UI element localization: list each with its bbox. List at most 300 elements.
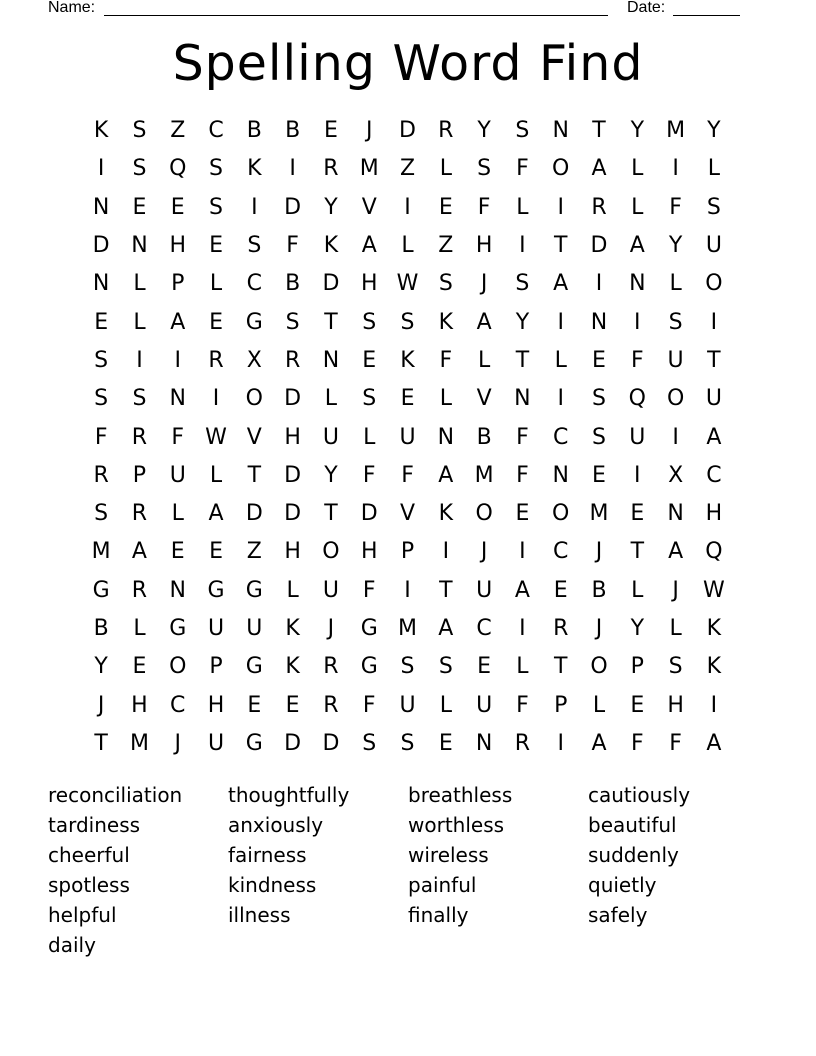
grid-letter: N [92, 271, 110, 297]
grid-letter: U [207, 730, 225, 756]
grid-letter: K [706, 654, 722, 680]
grid-letter: H [207, 692, 225, 718]
grid-letter: S [94, 386, 109, 412]
grid-letter: L [669, 616, 682, 641]
grid-letter: F [362, 577, 376, 603]
grid-letter: U [399, 424, 416, 450]
grid-letter: J [480, 539, 488, 565]
grid-letter: R [93, 462, 109, 488]
grid-letter: O [666, 386, 685, 412]
grid-letter: O [552, 501, 570, 527]
grid-letter: L [631, 194, 644, 220]
grid-letter: E [592, 347, 606, 373]
grid-letter: T [553, 654, 568, 680]
grid-letter: H [705, 501, 723, 527]
word-bank-item: quietly [588, 873, 657, 897]
grid-letter: F [401, 462, 414, 488]
grid-letter: I [442, 539, 450, 565]
word-bank-item: thoughtfully [228, 783, 350, 807]
grid-letter: H [360, 539, 378, 565]
grid-letter: D [284, 462, 302, 488]
grid-letter: E [285, 692, 300, 718]
grid-letter: E [94, 309, 109, 335]
grid-letter: E [438, 194, 453, 220]
grid-letter: K [706, 616, 722, 641]
grid-letter: P [209, 654, 223, 680]
grid-letter: U [476, 692, 493, 718]
word-bank-item: anxiously [228, 813, 324, 837]
grid-letter: P [171, 271, 185, 297]
grid-letter: B [93, 616, 109, 641]
grid-letter: M [589, 501, 609, 527]
grid-letter: A [706, 730, 722, 756]
word-bank-item: worthless [408, 813, 505, 837]
grid-letter: C [170, 692, 186, 718]
grid-letter: R [323, 692, 339, 718]
grid-letter: E [132, 654, 147, 680]
grid-letter: S [362, 386, 377, 412]
grid-letter: W [205, 424, 227, 450]
grid-letter: D [245, 501, 263, 527]
grid-letter: B [476, 424, 492, 450]
grid-letter: L [669, 271, 682, 297]
grid-letter: J [97, 692, 105, 718]
grid-letter: I [251, 194, 258, 220]
grid-letter: A [553, 271, 569, 297]
grid-letter: C [553, 539, 569, 565]
grid-letter: F [439, 347, 453, 373]
grid-letter: B [285, 271, 301, 297]
grid-letter: L [516, 194, 529, 220]
grid-letter: I [557, 730, 564, 756]
grid-letter: R [208, 347, 224, 373]
grid-letter: M [359, 156, 379, 182]
grid-letter: L [631, 577, 644, 603]
grid-letter: L [516, 654, 529, 680]
grid-letter: I [136, 347, 143, 373]
grid-letter: M [666, 118, 686, 144]
grid-letter: A [361, 233, 377, 259]
grid-letter: S [400, 654, 415, 680]
grid-letter: F [477, 194, 491, 220]
grid-letter: L [363, 424, 376, 450]
grid-letter: N [514, 386, 531, 412]
grid-letter: O [322, 539, 340, 565]
grid-letter: S [132, 118, 147, 144]
grid-letter: Y [707, 118, 721, 144]
grid-letter: N [169, 386, 186, 412]
word-bank-item: cautiously [588, 783, 691, 807]
grid-letter: E [630, 501, 645, 527]
grid-letter: T [553, 233, 568, 259]
grid-letter: R [131, 424, 148, 450]
grid-letter: K [285, 654, 300, 680]
grid-letter: V [399, 501, 416, 527]
grid-letter: O [245, 386, 263, 412]
grid-letter: E [553, 577, 568, 603]
grid-letter: G [360, 616, 378, 641]
grid-letter: J [365, 118, 373, 144]
grid-letter: U [705, 386, 722, 412]
grid-letter: K [400, 347, 415, 373]
grid-letter: I [595, 271, 603, 297]
grid-letter: U [322, 424, 339, 450]
grid-letter: L [554, 347, 567, 373]
grid-letter: I [557, 309, 564, 335]
grid-letter: S [668, 654, 683, 680]
grid-letter: D [284, 386, 302, 412]
grid-letter: U [207, 616, 225, 641]
word-bank [48, 780, 768, 960]
grid-letter: E [515, 501, 530, 527]
grid-letter: S [132, 386, 147, 412]
grid-letter: I [557, 386, 564, 412]
grid-letter: W [396, 271, 419, 297]
grid-letter: A [706, 424, 722, 450]
grid-letter: L [209, 462, 223, 488]
grid-letter: R [323, 156, 339, 182]
grid-letter: S [362, 309, 377, 335]
grid-letter: M [398, 616, 418, 641]
word-bank-item: reconciliation [48, 783, 183, 807]
word-bank-item: helpful [48, 903, 117, 927]
grid-letter: D [284, 501, 302, 527]
word-bank-item: fairness [228, 843, 307, 867]
grid-letter: T [439, 577, 453, 603]
grid-letter: U [705, 233, 722, 259]
grid-letter: B [591, 577, 607, 603]
grid-letter: Y [668, 233, 683, 259]
grid-letter: K [438, 309, 454, 335]
grid-letter: U [667, 347, 684, 373]
grid-letter: I [212, 386, 220, 412]
grid-letter: N [322, 347, 340, 373]
grid-letter: E [592, 462, 606, 488]
grid-letter: X [246, 347, 262, 373]
grid-letter: E [209, 539, 223, 565]
grid-letter: V [476, 386, 492, 412]
grid-letter: I [97, 156, 105, 182]
grid-letter: R [284, 347, 301, 373]
grid-letter: L [133, 616, 146, 641]
grid-letter: P [554, 692, 568, 718]
grid-letter: N [169, 577, 186, 603]
word-bank-item: painful [408, 873, 477, 897]
grid-letter: U [629, 424, 646, 450]
grid-letter: U [476, 577, 493, 603]
grid-letter: G [245, 577, 263, 603]
grid-letter: H [131, 692, 148, 718]
grid-letter: J [595, 616, 603, 641]
grid-letter: L [209, 271, 223, 297]
grid-letter: E [362, 347, 377, 373]
grid-letter: D [360, 501, 378, 527]
grid-letter: I [634, 462, 641, 488]
word-bank-item: wireless [408, 843, 489, 867]
grid-letter: E [630, 692, 645, 718]
grid-letter: S [706, 194, 721, 220]
word-bank-item: breathless [408, 783, 513, 807]
date-blank-line[interactable] [673, 15, 740, 16]
grid-letter: P [400, 539, 415, 565]
grid-letter: D [322, 271, 340, 297]
grid-letter: C [208, 118, 224, 144]
grid-letter: G [169, 616, 187, 641]
grid-letter: E [170, 539, 185, 565]
name-label: Name: [48, 0, 96, 16]
grid-letter: A [591, 730, 607, 756]
grid-letter: V [246, 424, 262, 450]
grid-letter: I [672, 424, 679, 450]
grid-letter: F [516, 462, 529, 488]
grid-letter: M [129, 730, 149, 756]
grid-letter: L [171, 501, 184, 527]
grid-letter: F [516, 424, 529, 450]
grid-letter: N [667, 501, 684, 527]
grid-letter: E [170, 194, 185, 220]
grid-letter: G [207, 577, 225, 603]
grid-letter: O [590, 654, 608, 680]
grid-letter: Z [170, 118, 186, 144]
grid-letter: K [247, 156, 262, 182]
grid-letter: S [400, 730, 415, 756]
grid-letter: S [668, 309, 683, 335]
grid-letter: J [672, 577, 679, 603]
grid-letter: Z [246, 539, 262, 565]
grid-letter: A [591, 156, 607, 182]
grid-letter: J [327, 616, 335, 641]
grid-letter: N [92, 194, 110, 220]
grid-letter: D [399, 118, 416, 144]
grid-letter: V [361, 194, 377, 220]
grid-letter: A [208, 501, 224, 527]
grid-letter: N [131, 233, 148, 259]
grid-letter: L [401, 233, 414, 259]
grid-letter: S [94, 501, 109, 527]
grid-letter: E [323, 118, 338, 144]
grid-letter: E [209, 309, 223, 335]
name-blank-line[interactable] [104, 15, 608, 16]
grid-letter: H [284, 424, 301, 450]
grid-letter: D [284, 730, 302, 756]
word-bank-item: suddenly [588, 843, 679, 867]
grid-letter: R [438, 118, 454, 144]
grid-letter: C [553, 424, 569, 450]
grid-letter: C [476, 616, 492, 641]
grid-letter: F [286, 233, 299, 259]
grid-letter: N [552, 118, 569, 144]
grid-letter: T [515, 347, 530, 373]
grid-letter: N [590, 309, 608, 335]
grid-letter: B [246, 118, 262, 144]
grid-letter: N [437, 424, 455, 450]
grid-letter: I [634, 309, 641, 335]
grid-letter: J [174, 730, 181, 756]
grid-letter: S [438, 654, 453, 680]
grid-letter: D [92, 233, 110, 259]
grid-letter: I [404, 194, 411, 220]
grid-letter: I [710, 692, 718, 718]
grid-letter: Y [630, 616, 645, 641]
grid-letter: A [629, 233, 645, 259]
grid-letter: S [477, 156, 492, 182]
date-label: Date: [627, 0, 666, 16]
grid-letter: U [322, 577, 339, 603]
grid-letter: I [404, 577, 411, 603]
worksheet-header [0, 0, 816, 20]
grid-letter: L [477, 347, 491, 373]
grid-letter: I [519, 539, 526, 565]
grid-letter: R [131, 501, 148, 527]
grid-letter: L [439, 156, 452, 182]
grid-letter: E [438, 730, 453, 756]
grid-letter: T [592, 118, 606, 144]
grid-letter: T [630, 539, 645, 565]
grid-letter: H [169, 233, 187, 259]
grid-letter: R [131, 577, 148, 603]
grid-letter: F [630, 730, 644, 756]
grid-letter: L [286, 577, 299, 603]
word-search-grid [82, 112, 733, 763]
grid-letter: I [289, 156, 296, 182]
grid-letter: I [519, 233, 526, 259]
grid-letter: O [169, 654, 187, 680]
grid-letter: U [169, 462, 186, 488]
grid-letter: M [91, 539, 111, 565]
grid-letter: L [324, 386, 338, 412]
word-bank-item: beautiful [588, 813, 677, 837]
grid-letter: A [170, 309, 186, 335]
grid-letter: H [284, 539, 301, 565]
grid-letter: S [438, 271, 453, 297]
word-bank-item: safely [588, 903, 648, 927]
grid-letter: K [285, 616, 300, 641]
grid-letter: Z [438, 233, 454, 259]
grid-letter: T [324, 309, 338, 335]
grid-letter: J [595, 539, 603, 565]
grid-letter: S [592, 424, 606, 450]
grid-letter: Q [705, 539, 723, 565]
word-bank-item: spotless [48, 873, 130, 897]
grid-letter: W [703, 577, 725, 603]
grid-letter: Z [399, 156, 416, 182]
grid-letter: S [209, 194, 224, 220]
grid-letter: C [246, 271, 263, 297]
grid-letter: D [590, 233, 608, 259]
grid-letter: L [707, 156, 721, 182]
grid-letter: T [324, 501, 338, 527]
word-bank-item: illness [228, 903, 291, 927]
grid-letter: S [592, 386, 606, 412]
grid-letter: D [284, 194, 302, 220]
grid-letter: A [131, 539, 147, 565]
grid-letter: Y [630, 118, 645, 144]
grid-letter: H [667, 692, 684, 718]
grid-letter: S [285, 309, 300, 335]
grid-letter: R [591, 194, 607, 220]
grid-letter: J [480, 271, 488, 297]
grid-letter: K [323, 233, 339, 259]
word-bank-item: cheerful [48, 843, 130, 867]
grid-letter: Y [324, 462, 338, 488]
grid-letter: N [475, 730, 493, 756]
word-bank-item: kindness [228, 873, 317, 897]
grid-letter: A [514, 577, 530, 603]
grid-letter: Q [169, 156, 187, 182]
grid-letter: D [322, 730, 340, 756]
grid-letter: I [557, 194, 564, 220]
grid-letter: R [323, 654, 339, 680]
grid-letter: B [285, 118, 301, 144]
grid-letter: I [672, 156, 679, 182]
grid-letter: L [133, 271, 146, 297]
grid-letter: I [710, 309, 718, 335]
grid-letter: E [247, 692, 262, 718]
grid-letter: T [707, 347, 721, 373]
grid-letter: F [171, 424, 185, 450]
grid-letter: F [516, 692, 529, 718]
grid-letter: G [245, 654, 263, 680]
grid-letter: R [514, 730, 531, 756]
grid-letter: K [438, 501, 454, 527]
grid-letter: L [631, 156, 644, 182]
grid-letter: E [400, 386, 415, 412]
grid-letter: U [399, 692, 416, 718]
grid-letter: F [362, 692, 376, 718]
grid-letter: G [245, 309, 263, 335]
word-bank-item: tardiness [48, 813, 141, 837]
grid-letter: Y [324, 194, 338, 220]
grid-letter: F [94, 424, 108, 450]
grid-letter: S [515, 271, 530, 297]
grid-letter: I [174, 347, 181, 373]
grid-letter: S [132, 156, 147, 182]
grid-letter: M [474, 462, 494, 488]
grid-letter: F [630, 347, 644, 373]
grid-letter: S [400, 309, 415, 335]
grid-letter: F [362, 462, 376, 488]
grid-letter: K [93, 118, 109, 144]
grid-letter: T [247, 462, 262, 488]
grid-letter: N [629, 271, 646, 297]
grid-letter: S [247, 233, 262, 259]
grid-letter: C [706, 462, 722, 488]
grid-letter: A [438, 462, 454, 488]
grid-letter: O [705, 271, 723, 297]
page-title: Spelling Word Find [172, 35, 644, 92]
grid-letter: T [94, 730, 108, 756]
grid-letter: L [439, 692, 452, 718]
grid-letter: I [519, 616, 526, 641]
grid-letter: A [476, 309, 492, 335]
grid-letter: H [360, 271, 378, 297]
grid-letter: Y [515, 309, 530, 335]
grid-letter: U [246, 616, 263, 641]
grid-letter: Q [628, 386, 646, 412]
grid-letter: L [592, 692, 606, 718]
grid-letter: G [92, 577, 110, 603]
grid-letter: S [362, 730, 377, 756]
grid-letter: P [630, 654, 644, 680]
grid-letter: A [438, 616, 454, 641]
grid-letter: F [669, 194, 682, 220]
grid-letter: O [475, 501, 493, 527]
grid-letter: N [552, 462, 569, 488]
grid-letter: A [668, 539, 684, 565]
grid-letter: E [132, 194, 147, 220]
grid-letter: F [516, 156, 529, 182]
grid-letter: L [133, 309, 146, 335]
